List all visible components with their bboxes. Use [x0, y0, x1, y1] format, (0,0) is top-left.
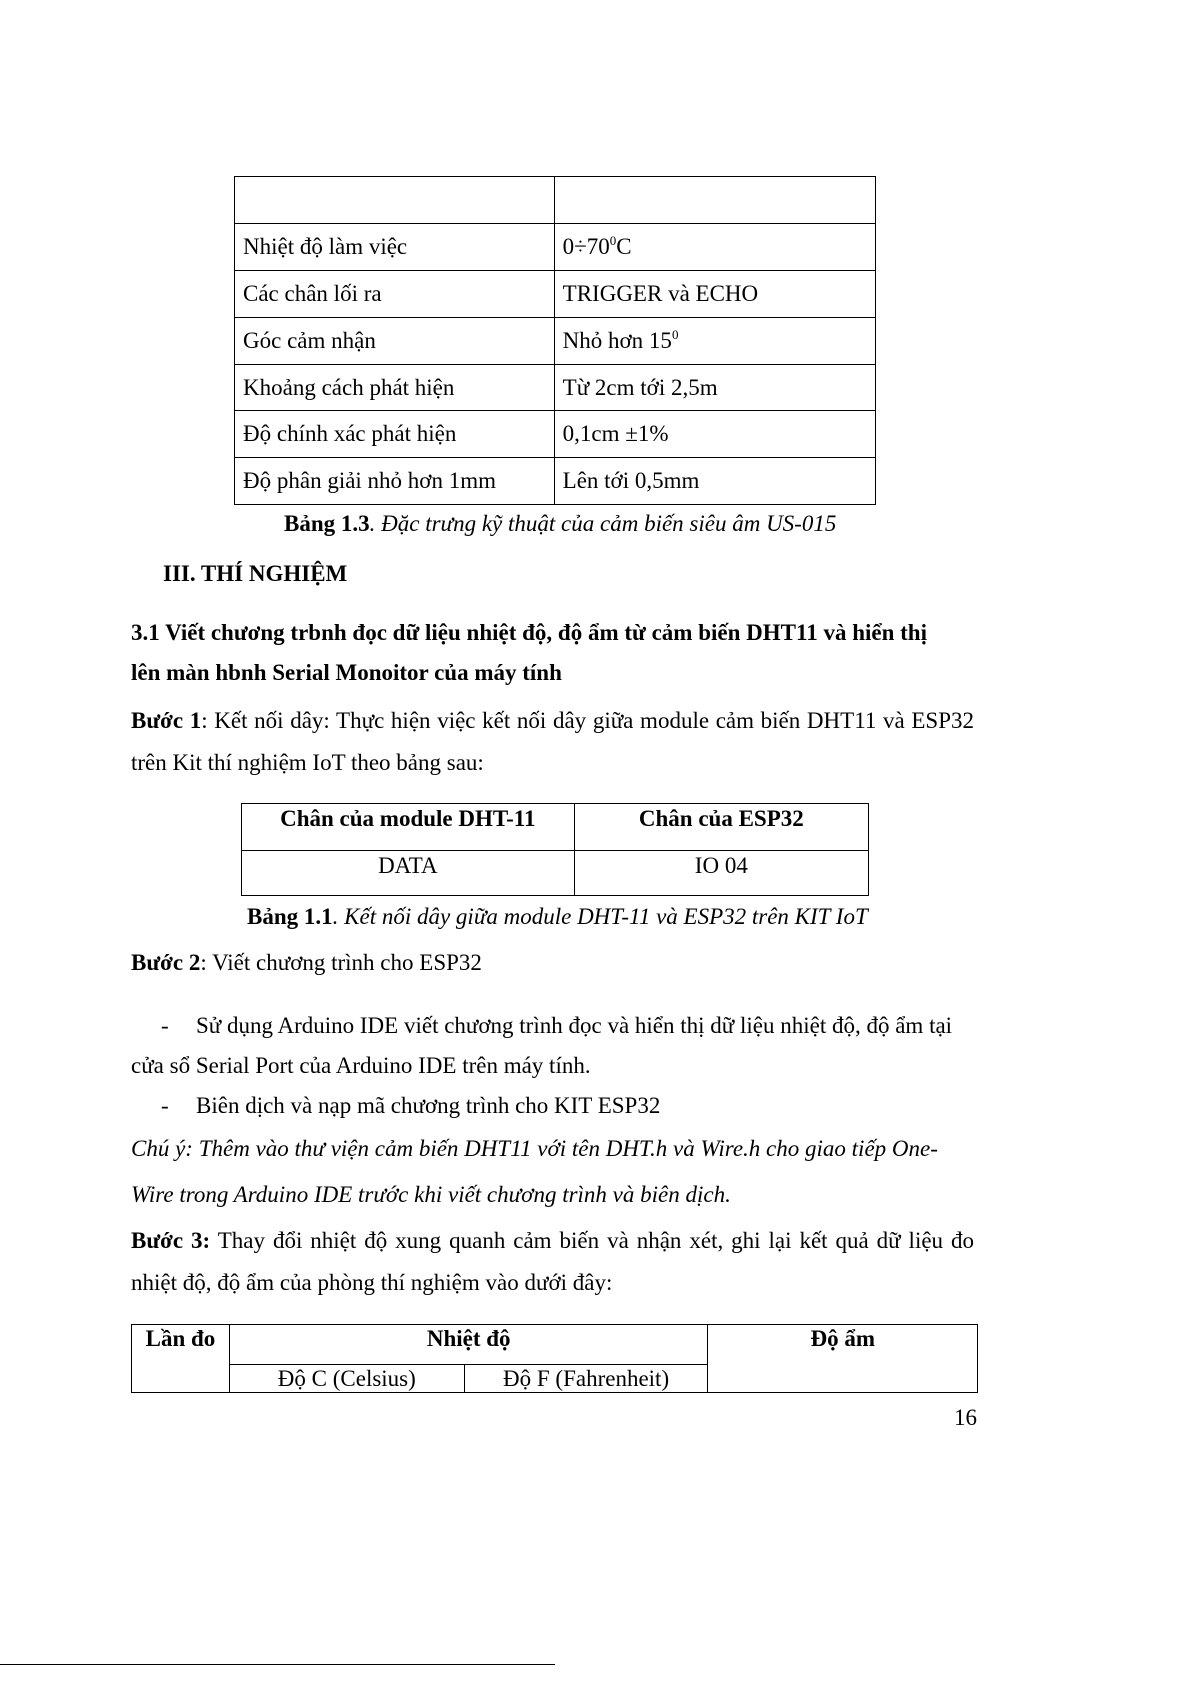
wiring-table: [241, 803, 869, 896]
spec-value: $0\div 70^0C$: [554, 224, 875, 271]
footer-rule: [0, 1664, 555, 1665]
spec-row: [235, 318, 876, 365]
spec-label: Độ chính xác phát hiện: [235, 411, 555, 458]
wiring-cell-data: DATA: [242, 851, 575, 896]
spec-row-empty: [235, 177, 876, 224]
spec-table: [234, 176, 876, 505]
wiring-header-esp32: Chân của ESP32: [574, 804, 868, 851]
subsection-heading: 3.1 Viết chương trbnh đọc dữ liệu nhiệt độ, độ ẩm từ cảm biến DHT11 và hiển thị lên màn hbnh Serial Monoitor của máy tính: [131, 620, 927, 685]
measure-header-row: [132, 1325, 978, 1365]
section-heading: III. THÍ NGHIỆM: [163, 561, 348, 586]
spec-value: Lên tới 0,5mm: [554, 458, 875, 505]
step1-paragraph: Bước 1: Kết nối dây: Thực hiện việc kết nối dây giữa module cảm biến DHT11 và ESP32 trên Kit thí nghiệm IoT theo bảng sau:: [131, 708, 974, 775]
spec-row: [235, 271, 876, 318]
bullet-dash: -: [161, 1093, 169, 1118]
spec-row: [235, 365, 876, 411]
spec-value: Nhỏ hơn $15^0$: [554, 318, 875, 365]
wiring-cell-io: IO 04: [574, 851, 868, 896]
bullet-dash: -: [161, 1013, 169, 1038]
page-number: 16: [954, 1405, 977, 1430]
measure-table: [131, 1324, 978, 1393]
spec-value: 0,1cm ±1%: [554, 411, 875, 458]
measure-sub-celsius: Độ C (Celsius): [229, 1365, 464, 1393]
spec-label: Độ phân giải nhỏ hơn 1mm: [235, 458, 555, 505]
bullet-item: - Sử dụng Arduino IDE viết chương trình đọc và hiển thị dữ liệu nhiệt độ, độ ẩm tại cửa sổ Serial Port của Arduino IDE trên máy tính.: [131, 1006, 974, 1086]
spec-table-caption: Bảng 1.3. Đặc trưng kỹ thuật của cảm biến siêu âm US-015: [284, 511, 837, 536]
measure-col-temperature: Nhiệt độ: [229, 1325, 708, 1365]
spec-value: TRIGGER và ECHO: [554, 271, 875, 318]
spec-label: Góc cảm nhận: [235, 318, 555, 365]
step2-line: Bước 2: Viết chương trình cho ESP32: [131, 950, 482, 975]
measure-sub-fahrenheit: Độ F (Fahrenheit): [464, 1365, 708, 1393]
measure-col-count: Lần đo: [132, 1325, 230, 1393]
note-paragraph: Chú ý: Thêm vào thư viện cảm biến DHT11 với tên DHT.h và Wire.h cho giao tiếp One- Wire trong Arduino IDE trước khi viết chương trình và biên dịch.: [131, 1136, 938, 1207]
spec-label: Các chân lối ra: [235, 271, 555, 318]
spec-label: Khoảng cách phát hiện: [235, 365, 555, 411]
spec-value: Từ 2cm tới 2,5m: [554, 365, 875, 411]
step3-paragraph: Bước 3: Thay đổi nhiệt độ xung quanh cảm biến và nhận xét, ghi lại kết quả dữ liệu đo nhiệt độ, độ ẩm của phòng thí nghiệm vào dưới đây:: [131, 1228, 974, 1295]
wiring-row: [242, 851, 869, 896]
measure-col-humidity: Độ ẩm: [708, 1325, 978, 1393]
spec-value: [554, 177, 875, 224]
bullet-item: - Biên dịch và nạp mã chương trình cho KIT ESP32: [131, 1086, 974, 1126]
spec-row: [235, 411, 876, 458]
wiring-header-module: Chân của module DHT-11: [242, 804, 575, 851]
spec-row: [235, 224, 876, 271]
spec-row: [235, 458, 876, 505]
spec-label: [235, 177, 555, 224]
wiring-header-row: [242, 804, 869, 851]
spec-label: Nhiệt độ làm việc: [235, 224, 555, 271]
wiring-table-caption: Bảng 1.1. Kết nối dây giữa module DHT-11 và ESP32 trên KIT IoT: [247, 904, 868, 929]
